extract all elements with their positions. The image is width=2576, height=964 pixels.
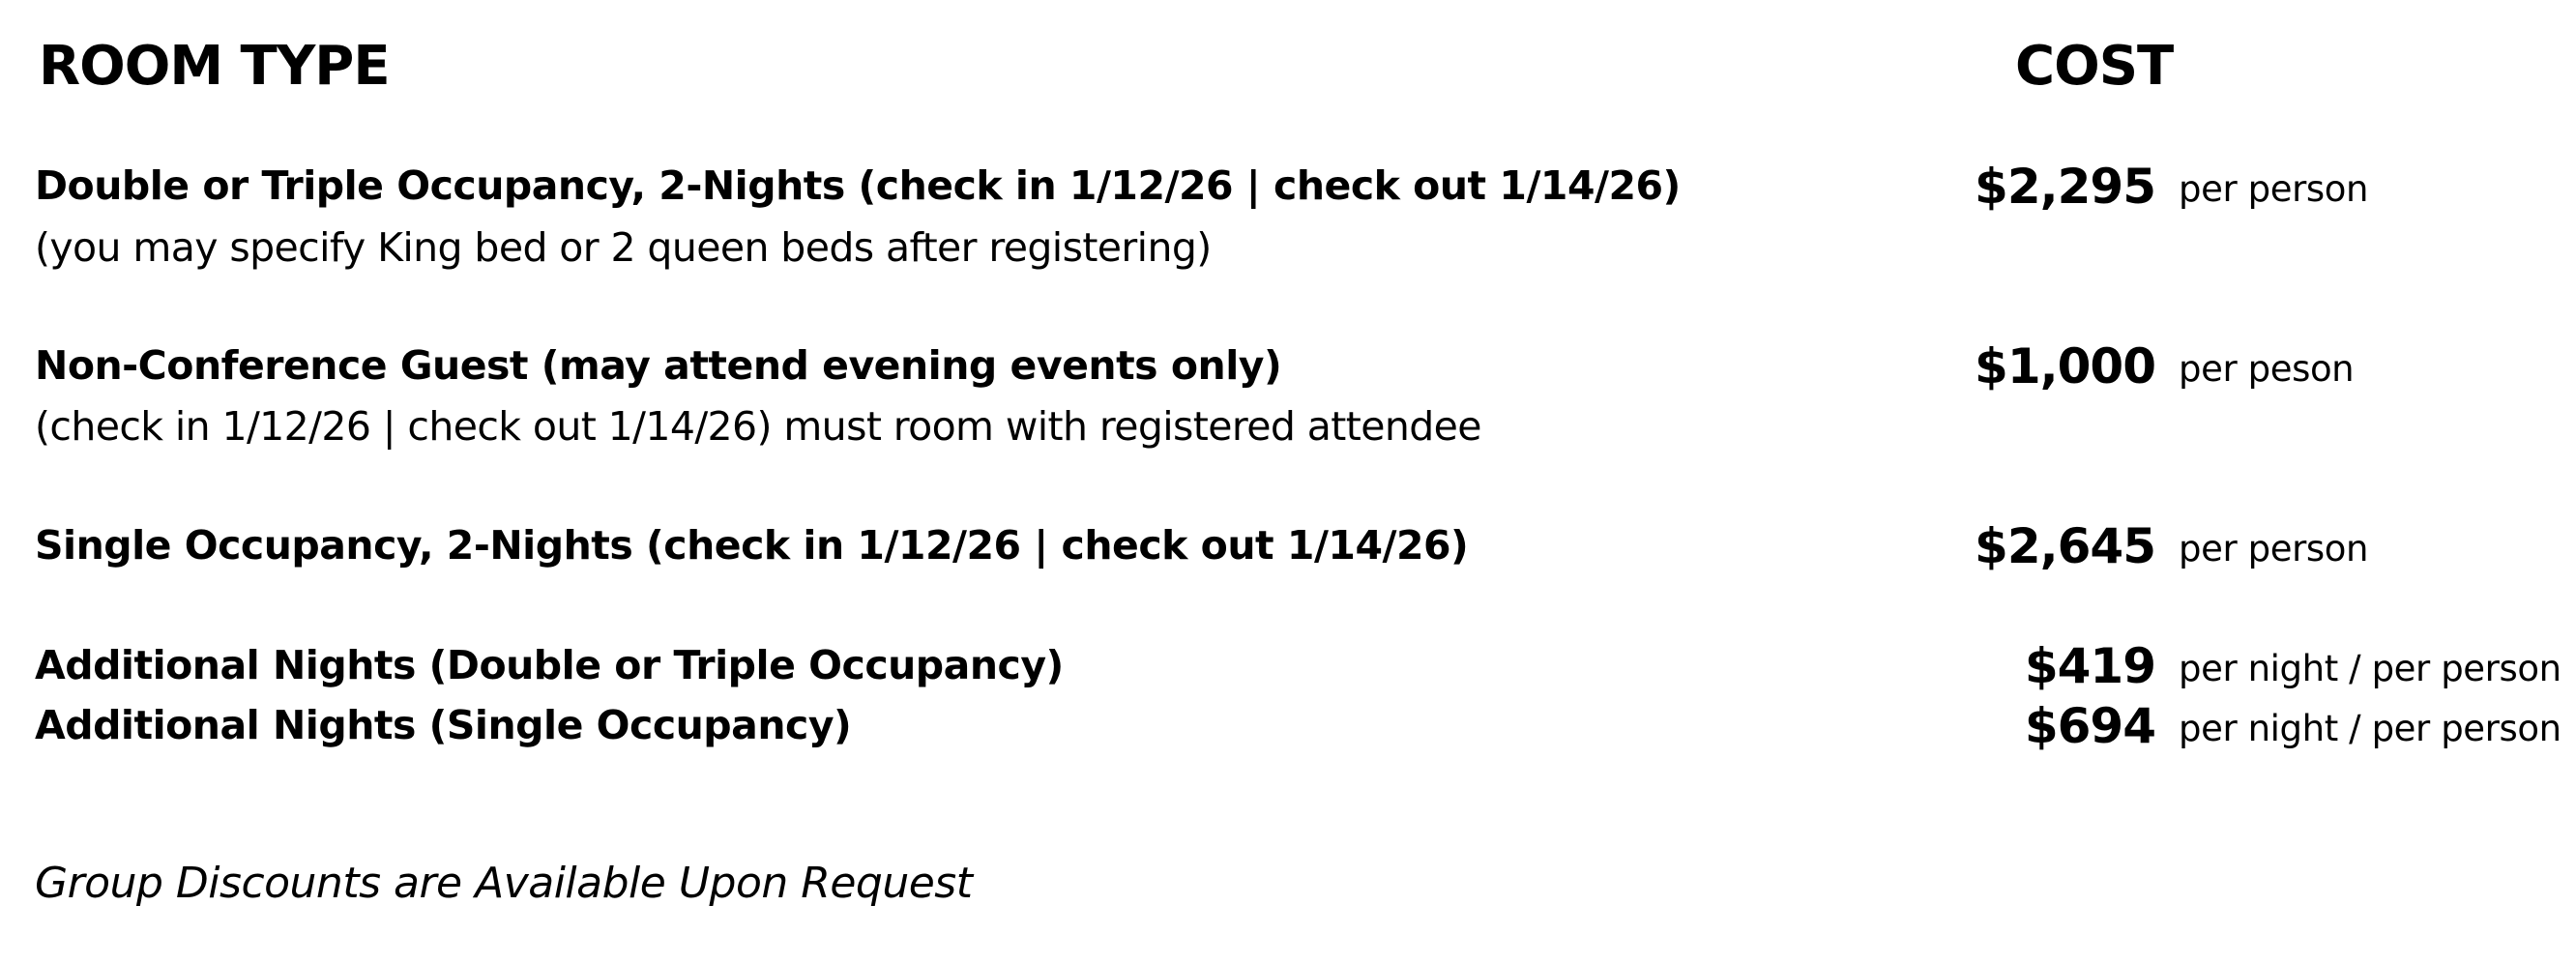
room-title-additional-double-triple: Additional Nights (Double or Triple Occupancy) bbox=[35, 642, 1064, 688]
price-additional-single: $694 bbox=[2024, 698, 2155, 754]
price-unit-double-triple: per person bbox=[2179, 168, 2369, 210]
price-unit-additional-double-triple: per night / per person bbox=[2179, 648, 2561, 689]
price-additional-double-triple: $419 bbox=[2024, 638, 2155, 694]
price-unit-single: per person bbox=[2179, 528, 2369, 570]
room-type-header: ROOM TYPE bbox=[39, 35, 390, 98]
group-discounts-note: Group Discounts are Available Upon Request bbox=[35, 859, 973, 908]
price-unit-non-conference: per peson bbox=[2179, 348, 2355, 390]
price-unit-additional-single: per night / per person bbox=[2179, 708, 2561, 749]
room-note-double-triple: (you may specify King bed or 2 queen beds after registering) bbox=[35, 224, 1212, 271]
price-single: $2,645 bbox=[1975, 518, 2155, 574]
room-title-non-conference: Non-Conference Guest (may attend evening events only) bbox=[35, 342, 1282, 389]
room-title-single: Single Occupancy, 2-Nights (check in 1/12/26 | check out 1/14/26) bbox=[35, 522, 1469, 569]
room-title-double-triple: Double or Triple Occupancy, 2-Nights (check in 1/12/26 | check out 1/14/26) bbox=[35, 162, 1681, 209]
price-double-triple: $2,295 bbox=[1975, 159, 2155, 215]
room-title-additional-single: Additional Nights (Single Occupancy) bbox=[35, 702, 852, 748]
price-non-conference: $1,000 bbox=[1975, 338, 2155, 394]
room-note-non-conference: (check in 1/12/26 | check out 1/14/26) must room with registered attendee bbox=[35, 403, 1481, 450]
cost-header: COST bbox=[2015, 35, 2174, 98]
